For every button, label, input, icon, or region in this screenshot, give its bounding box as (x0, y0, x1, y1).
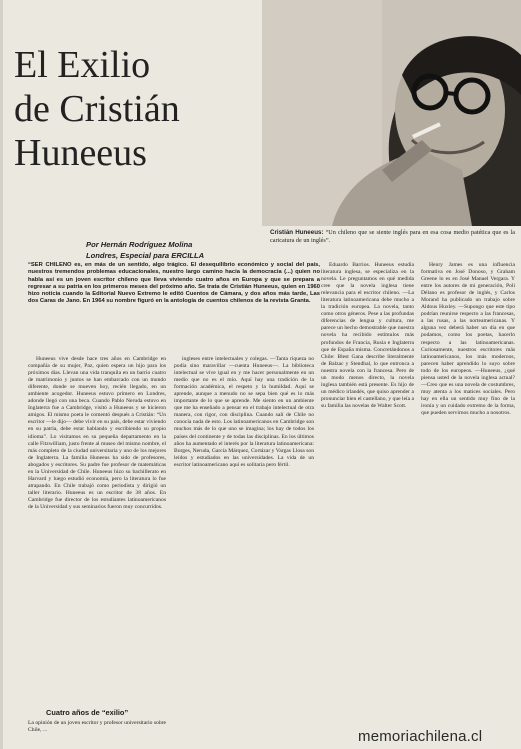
column-2-text: ingleses entre intelectuales y colegas. —Tanta riqueza no podía sino maravillar —cuenta Huneeus—. La biblioteca intelectual se vive igual en y me hacer personalmente en un medio que no es el mío. Aquí hay una tradición de la formación académica, el respeto y la humildad. Aquí se aprende, aunque a menudo no se sepa bien qué es lo más importante de lo que se aprende. Me siento en un ambiente que me ha enseñado a pensar en el trabajo intelectual de otra manera, con rigor, con disciplina. Cuando salí de Chile no conocía nada de esto. Los latinoamericanos en Cambridge son muchos más de lo que uno se imagina; los hay de todos los países del continente y de todas las disciplinas. En los últimos años ha aumentado el interés por la literatura latinoamericana: Borges, Neruda, García Márquez, Cortázar y Vargas Llosa son leídos y estudiados en las universidades. La vida de un escritor latinoamericano aquí es solitaria pero fértil. (174, 356, 314, 468)
column-1 (28, 356, 166, 744)
portrait-illustration (262, 0, 521, 226)
column-2 (174, 356, 314, 744)
column-1-text: Huneeus vive desde hace tres años en Cambridge en compañía de su mujer, Paz, quien espera un hijo para los próximos días. Llevan una vida tranquila en un barrio cuatro de matrimonio y juntos se han embarcado con un mundo diferente, donde se mueven hoy, recién llegado, en un ambiente acogedor. Huneeus estuvo primero en Londres, adonde llegó con una beca. Cuando Pablo Neruda estuvo en Inglaterra fue a Cambridge, visitó a Huneeus y se hicieron amigos. El mismo poeta le comentó después a Cristián: “Un escritor —le dijo— debe vivir en su país, debe estar viviendo en su patria, debe estar hablando y escribiendo su propio idioma”. Lo visitamos en su pequeña departamento en la calle Fitzwilliam, justo frente al museo del mismo nombre, el más completo de la ciudad universitaria y uno de los mejores de Inglaterra. La familia Huneeus ha sido de profesores, abogados y escritores. Su padre fue profesor de matemáticas en la Universidad de Chile. Huneeus hizo su bachillerato en Harvard y luego estudió economía, pero la literatura lo fue atrapando. En Chile trabajó como periodista y dirigió un taller literario. Huneeus es un escritor de 38 años. En Cambridge fue director de los estudiantes latinoamericanos de la Universidad y sus seminarios fueron muy concurridos. (28, 356, 166, 510)
lead-paragraph: “SER CHILENO es, en más de un sentido, algo trágico. El desequilibrio económico y social del país, nuestros tremendos problemas educacionales, nuestro largo camino hacia la democracia (...) quien no habla así es un joven escritor chileno que lleva viviendo cuatro años en Europa y que se prepara a regresar a su patria en los primeros meses del próximo año. Se trata de Cristián Huneeus, quien en 1960 hizo noticia cuando la Editorial Nuevo Extremo le editó Cuentos de Cámara, y dos años más tarde, Las dos Caras de Jano. En 1964 su nombre figuró en la antología de cuentos chilenos de la revista Granta. (28, 262, 320, 305)
page-edge (0, 0, 3, 749)
site-watermark: memoriachilena.cl (358, 728, 483, 745)
subheading: Cuatro años de “exilio” (46, 708, 129, 717)
title-line-3: Huneeus (14, 132, 147, 175)
author-line: Por Hernán Rodríguez Molina (86, 240, 193, 249)
column-4-text: Henry James es una influencia formativa en José Donoso, y Graham Greene lo es en José Manuel Vergara. Y entre los autores de mi generación, Poli Délano es profesor de inglés, y Carlos Morand ha publicado un trabajo sobre Aldous Huxley. —Supongo que este tipo podrían reunirse respecto a las francesas, a las rusas, a las norteamericanas. Y alguna vez deberá haber un día en que podamos, como los poetas, hacerlo respecto a las latinoamericanas. Curiosamente, nuestros escritores más latinoamericanos, los más modernos, parecen haber aprendido lo suyo sobre todo de los europeos. —Huneeus, ¿qué piensa usted de la novela inglesa actual? —Creo que es una novela de costumbres, muy atenta a los matices sociales. Pero hay en ella un sentido muy fino de la ironía y un cuidado extremo de la forma, que pueden servirnos mucho a nosotros. (421, 262, 515, 416)
column-4 (421, 262, 515, 744)
caption-text: “Un chileno que se siente inglés para en esa cosa medio patética que es la caricatura de un inglés”. (270, 229, 516, 244)
column-3 (321, 262, 414, 744)
origin-line: Londres, Especial para ERCILLA (86, 251, 205, 260)
portrait-photo-icon (262, 0, 521, 226)
caption-name: Cristián Huneeus: (270, 229, 324, 236)
title-line-2: de Cristián (14, 88, 180, 131)
column-3-text: Eduardo Barrios. Huneeus estudia literatura inglesa, se especializa en la novela. Le preguntamos en qué medida cree que la novela inglesa tiene relevancia para el escritor chileno. —La literatura latinoamericana debe mucho a la tradición europea. La novela, tanto como otros géneros. Pese a las profundas diferencias de lengua y cultura, me parece un hecho demostrable que nuestra novela ha recibido estímulos más profundos de Francia, Rusia e Inglaterra que de España misma. Concretándonos a Chile: Blest Gana describe literalmente de Balzac y Stendhal, lo que entronca a nuestra novela con la francesa. Pero de un modo menos directo, la novela inglesa también está presente. Es hijo de un médico irlandés, que quiso aprender a pronunciar bien el castellano, y que leía a su familia las novelas de Walter Scott. (321, 262, 414, 409)
byline (86, 239, 256, 261)
photo-caption (270, 229, 515, 244)
column-1-continuation: La opinión de un joven escritor y profesor universitario sobre Chile, ... (28, 720, 166, 734)
title-line-1: El Exilio (14, 44, 151, 87)
article-title (14, 43, 254, 175)
